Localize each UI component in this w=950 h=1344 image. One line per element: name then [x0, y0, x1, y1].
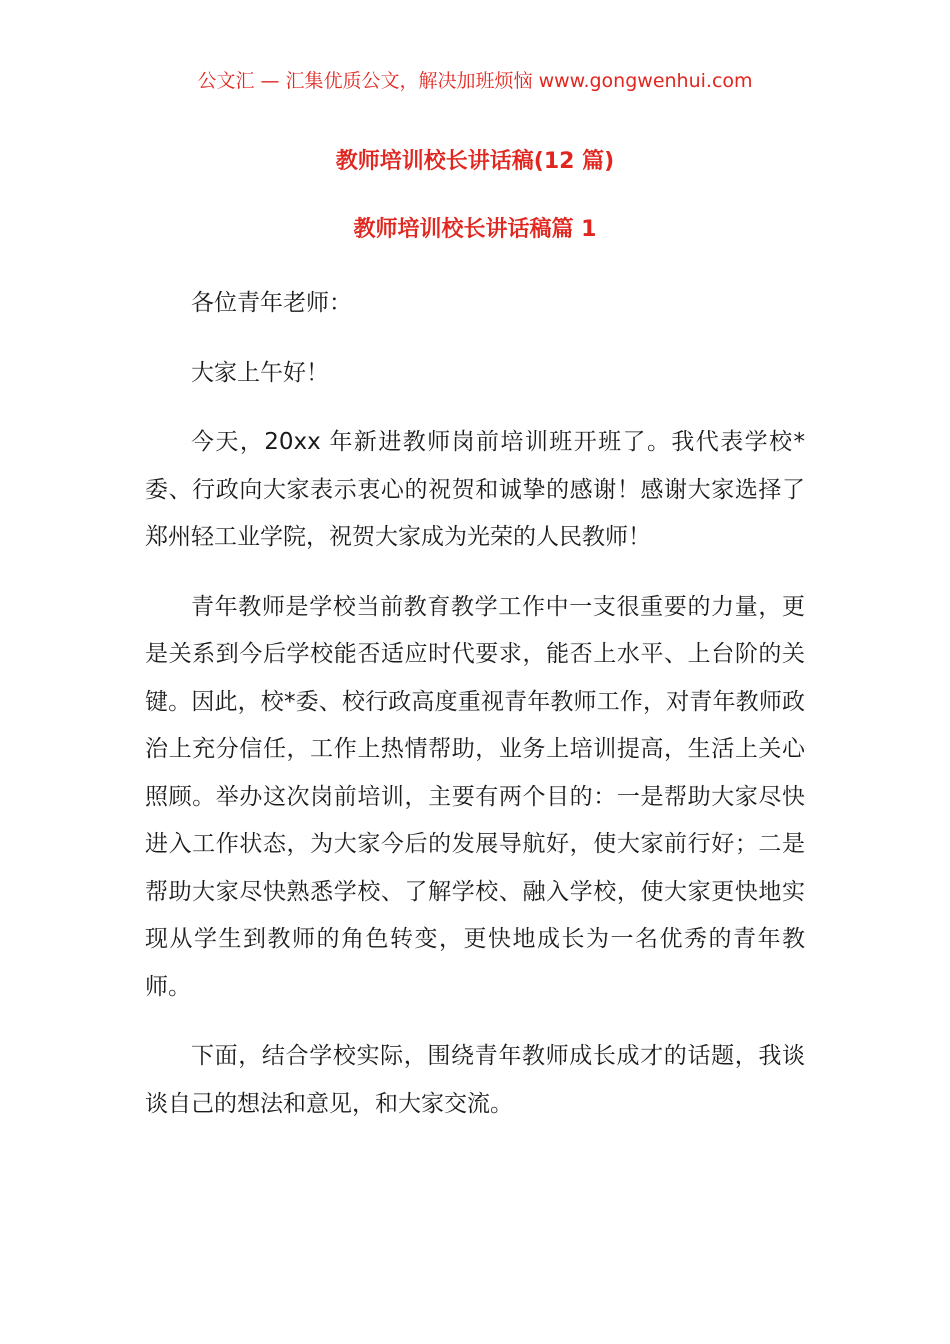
body-paragraph: 今天，20xx 年新进教师岗前培训班开班了。我代表学校*委、行政向大家表示衷心的祝贺和诚挚的感谢！感谢大家选择了郑州轻工业学院，祝贺大家成为光荣的人民教师！ — [145, 429, 805, 550]
document-title: 教师培训校长讲话稿(12 篇) — [335, 149, 615, 174]
greeting-paragraph: 大家上午好！ — [191, 359, 329, 386]
section-title: 教师培训校长讲话稿篇 1 — [353, 217, 597, 242]
document-body — [145, 280, 805, 1150]
site-banner: 公文汇 — 汇集优质公文，解决加班烦恼 www.gongwenhui.com — [197, 70, 753, 92]
salutation-paragraph: 各位青年老师： — [191, 290, 352, 316]
body-paragraph: 青年教师是学校当前教育教学工作中一支很重要的力量，更是关系到今后学校能否适应时代要求，能否上水平、上台阶的关键。因此，校*委、校行政高度重视青年教师工作，对青年教师政治上充分信任，工作上热情帮助，业务上培训提高，生活上关心照顾。举办这次岗前培训，主要有两个目的：一是帮助大家尽快进入工作状态，为大家今后的发展导航好，使大家前行好；二是帮助大家尽快熟悉学校、了解学校、融入学校，使大家更快地实现从学生到教师的角色转变，更快地成长为一名优秀的青年教师。 — [145, 593, 805, 1000]
body-paragraph: 下面，结合学校实际，围绕青年教师成长成才的话题，我谈谈自己的想法和意见，和大家交流。 — [145, 1043, 805, 1117]
